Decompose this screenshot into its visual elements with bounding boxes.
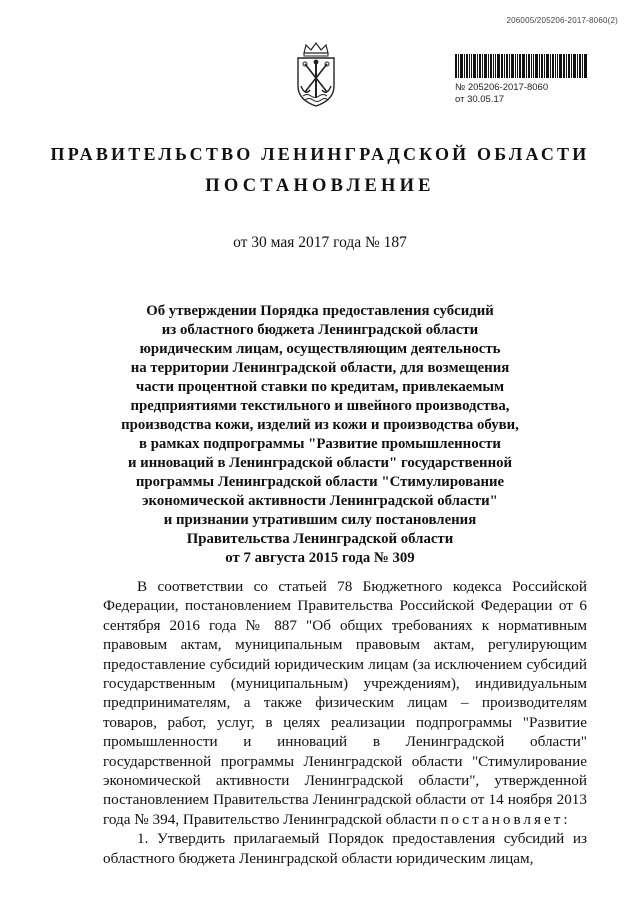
- barcode-image: [455, 54, 587, 78]
- subject-line: и инноваций в Ленинградской области" государственной: [127, 455, 513, 471]
- subject-line: производства кожи, изделий из кожи и производства обуви,: [121, 417, 519, 433]
- subject-line: из областного бюджета Ленинградской области: [161, 322, 479, 338]
- preamble-paragraph: [103, 577, 587, 829]
- subject-line: и признании утратившим силу постановления: [163, 512, 477, 528]
- item-1-paragraph: 1. Утвердить прилагаемый Порядок предоставления субсидий из областного бюджета Ленинградской области юридическим лицам,: [103, 830, 587, 867]
- preamble-text: В соответствии со статьей 78 Бюджетного кодекса Российской Федерации, постановлением Правительства Российской Федерации от 6 сентября 2016 года № 887 "Об общих требованиях к нормативным правовым актам, муниципальным правовым актам, регулирующим предоставление субсидий юридическим лицам (за исключением субсидий государственным (муниципальным) учреждениям), индивидуальным предпринимателям, а также физическим лицам – производителям товаров, работ, услуг, в целях реализации подпрограммы "Развитие промышленности и инноваций в Ленинградской области" государственной программы Ленинградской области "Стимулирование экономической активности Ленинградской области", утвержденной постановлением Правительства Ленинградской области от 14 ноября 2013 года № 394, Правительство Ленинградской области: [103, 578, 587, 828]
- registration-block: [455, 54, 587, 105]
- document-body: [103, 577, 587, 868]
- subject-line: в рамках подпрограммы "Развитие промышленности: [139, 436, 501, 452]
- registration-number: № 205206-2017-8060: [455, 82, 549, 93]
- subject-line: экономической активности Ленинградской области": [142, 493, 498, 509]
- subject-line: от 7 августа 2015 года № 309: [225, 550, 415, 566]
- coat-of-arms-emblem: [290, 40, 342, 110]
- subject-line: на территории Ленинградской области, для возмещения: [130, 360, 510, 376]
- subject-line: юридическим лицам, осуществляющим деятельность: [139, 341, 501, 357]
- document-type-heading: ПОСТАНОВЛЕНИЕ: [205, 176, 435, 196]
- subject-line: части процентной ставки по кредитам, привлекаемым: [135, 379, 505, 395]
- subject-line: Правительства Ленинградской области: [186, 531, 454, 547]
- subject-line: предприятиями текстильного и швейного производства,: [130, 398, 510, 414]
- subject-line: программы Ленинградской области "Стимулирование: [135, 474, 505, 490]
- government-title: ПРАВИТЕЛЬСТВО ЛЕНИНГРАДСКОЙ ОБЛАСТИ: [50, 144, 590, 164]
- decree-word: постановляет:: [440, 810, 571, 828]
- document-subject: [110, 302, 530, 568]
- subject-line: Об утверждении Порядка предоставления субсидий: [146, 303, 494, 319]
- top-document-code: 206005/205206-2017-8060(2): [506, 16, 618, 25]
- document-date-number: от 30 мая 2017 года № 187: [233, 234, 407, 251]
- registration-date: от 30.05.17: [455, 94, 505, 105]
